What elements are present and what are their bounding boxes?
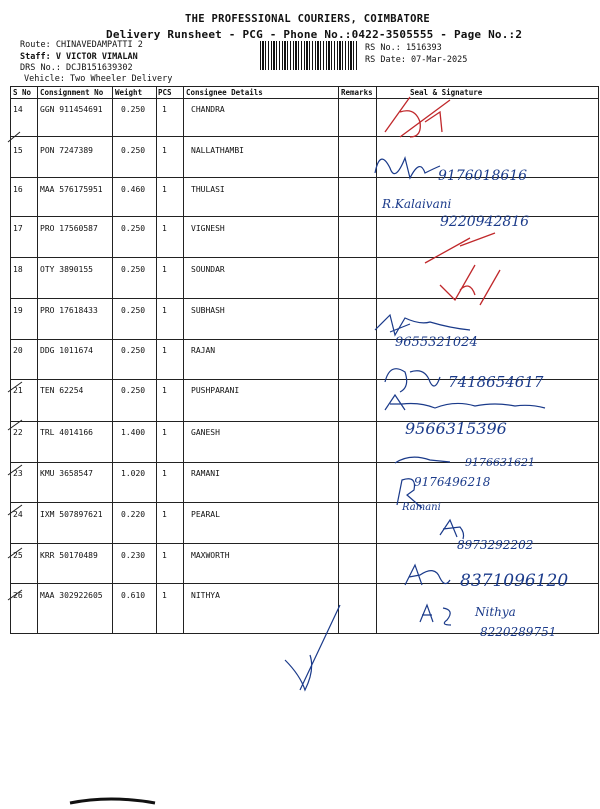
phone-16: 9220942816 [440,214,530,230]
col-remarks: Remarks [341,88,373,97]
row-consignment-no: OTY 3890155 [40,265,93,274]
rs-number: RS No.: 1516393 [365,43,442,53]
row-consignment-no: PON 7247389 [40,146,93,155]
name-26: Nithya [475,605,516,619]
bottom-pen-stroke [280,600,360,704]
handwritten-signature [435,515,575,555]
rs-date: RS Date: 07-Mar-2025 [365,55,468,65]
signature-row-19 [370,310,560,354]
row-weight: 1.400 [121,428,146,437]
row-divider [10,136,599,137]
phone-19: 9655321024 [395,335,478,350]
row-consignment-no: KRR 50170489 [40,551,98,560]
signature-row-26 [415,600,595,648]
col-consignee: Consignee Details [186,88,263,97]
scan-edge [70,795,160,805]
row-pcs: 1 [162,146,167,155]
row-consignee: NITHYA [191,591,220,600]
row-consignment-no: MAA 302922605 [40,591,103,600]
phone-20: 7418654617 [448,373,544,391]
row-weight: 0.250 [121,306,146,315]
row-pcs: 1 [162,428,167,437]
col-seal: Seal & Signature [410,88,483,97]
row-consignment-no: GGN 911454691 [40,105,103,114]
row-consignee: RAMANI [191,469,220,478]
handwritten-signature [415,600,595,644]
handwritten-signature [400,560,600,594]
row-consignee: THULASI [191,185,225,194]
row-sno: 21 [13,386,23,395]
phone-24: 8973292202 [457,538,534,552]
row-weight: 0.230 [121,551,146,560]
row-consignee: SOUNDAR [191,265,225,274]
row-consignee: MAXWORTH [191,551,230,560]
row-sno: 19 [13,306,23,315]
row-sno: 26 [13,591,23,600]
drs-number: DRS No.: DCJB151639302 [20,63,133,73]
signature-row-24 [435,515,575,559]
row-weight: 0.460 [121,185,146,194]
row-consignment-no: KMU 3658547 [40,469,93,478]
runsheet-title: Delivery Runsheet - PCG - Phone No.:0422-3505555 - Page No.:2 [106,28,523,41]
row-pcs: 1 [162,105,167,114]
row-consignment-no: MAA 576175951 [40,185,103,194]
row-weight: 0.250 [121,386,146,395]
row-sno: 25 [13,551,23,560]
signature-row-25 [400,560,600,598]
phone-26: 8220289751 [480,625,557,639]
row-consignee: RAJAN [191,346,216,355]
row-consignment-no: IXM 507897621 [40,510,103,519]
row-pcs: 1 [162,469,167,478]
row-pcs: 1 [162,224,167,233]
phone-15: 9176018616 [438,168,528,184]
row-pcs: 1 [162,306,167,315]
row-sno: 17 [13,224,23,233]
row-consignee: VIGNESH [191,224,225,233]
row-consignee: NALLATHAMBI [191,146,244,155]
row-consignment-no: TEN 62254 [40,386,84,395]
barcode [260,41,358,70]
row-consignment-no: PRO 17618433 [40,306,98,315]
row-sno: 15 [13,146,23,155]
vehicle: Vehicle: Two Wheeler Delivery [24,74,173,84]
name-16: R.Kalaivani [382,197,452,211]
row-consignee: SUBHASH [191,306,225,315]
col-weight: Weight [115,88,143,97]
phone-25: 8371096120 [460,571,569,591]
row-weight: 0.250 [121,346,146,355]
signature-row-15 [370,138,540,197]
row-pcs: 1 [162,185,167,194]
row-sno: 18 [13,265,23,274]
sno-strike-marks [2,130,42,614]
row-sno: 23 [13,469,23,478]
row-pcs: 1 [162,265,167,274]
pen-strokes [2,130,42,610]
handwritten-signature [380,390,570,438]
row-pcs: 1 [162,551,167,560]
company-name: THE PROFESSIONAL COURIERS, COIMBATORE [185,13,430,25]
row-weight: 0.220 [121,510,146,519]
col-sno: S No [13,88,32,97]
row-sno: 20 [13,346,23,355]
row-weight: 1.020 [121,469,146,478]
signature-row-23 [392,470,542,519]
row-sno: 24 [13,510,23,519]
phone-21: 9566315396 [405,419,507,438]
route: Route: CHINAVEDAMPATTI 2 [20,40,143,50]
col-pcs: PCS [158,88,172,97]
handwritten-signature [392,470,542,515]
signature-row-21 [380,390,570,442]
staff: Staff: V VICTOR VIMALAN [20,52,138,62]
red-tick-mark [430,255,520,315]
handwritten-signature [370,138,540,193]
row-consignment-no: TRL 4014166 [40,428,93,437]
pen-strokes [280,600,360,700]
row-consignment-no: PRO 17560587 [40,224,98,233]
row-weight: 0.250 [121,146,146,155]
phone-23: 9176496218 [414,475,491,489]
row-consignee: PUSHPARANI [191,386,240,395]
row-pcs: 1 [162,510,167,519]
row-consignment-no: DDG 1011674 [40,346,93,355]
row-weight: 0.610 [121,591,146,600]
row-sno: 14 [13,105,23,114]
name-23: Ramani [402,502,441,513]
handwritten-signature [370,310,560,350]
row-weight: 0.250 [121,105,146,114]
row-pcs: 1 [162,386,167,395]
row-consignee: CHANDRA [191,105,225,114]
row-consignee: PEARAL [191,510,220,519]
row-consignee: GANESH [191,428,220,437]
phone-22: 9176631621 [465,456,535,469]
row-pcs: 1 [162,591,167,600]
row-sno: 16 [13,185,23,194]
row-weight: 0.250 [121,224,146,233]
row-weight: 0.250 [121,265,146,274]
row-sno: 22 [13,428,23,437]
col-consignment: Consignment No [40,88,104,97]
row-pcs: 1 [162,346,167,355]
